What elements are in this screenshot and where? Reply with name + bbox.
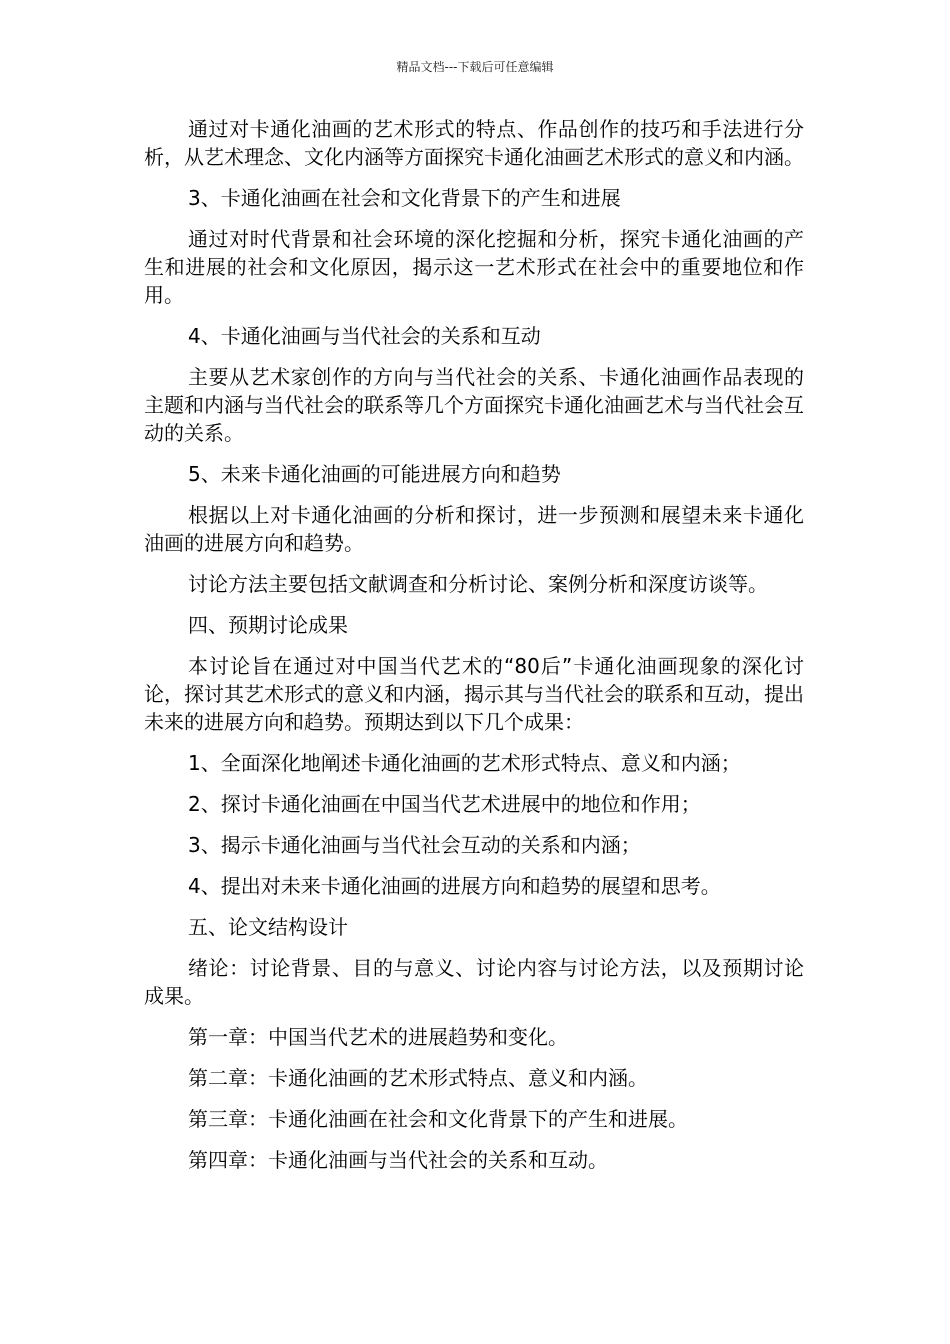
body-paragraph: 主要从艺术家创作的方向与当代社会的关系、卡通化油画作品表现的主题和内涵与当代社会的联系等几个方面探究卡通化油画艺术与当代社会互动的关系。 xyxy=(144,365,804,445)
body-paragraph: 本讨论旨在通过对中国当代艺术的“80后”卡通化油画现象的深化讨论，探讨其艺术形式的意义和内涵，揭示其与当代社会的联系和互动，提出未来的进展方向和趋势。预期达到以下几个成果： xyxy=(144,654,804,734)
section-heading: 五、论文结构设计 xyxy=(188,915,348,939)
body-paragraph: 通过对时代背景和社会环境的深化挖掘和分析，探究卡通化油画的产生和进展的社会和文化原因，揭示这一艺术形式在社会中的重要地位和作用。 xyxy=(144,227,804,307)
section-heading: 四、预期讨论成果 xyxy=(188,613,348,637)
list-item: 2、探讨卡通化油画在中国当代艺术进展中的地位和作用； xyxy=(188,792,701,816)
section-heading: 4、卡通化油画与当代社会的关系和互动 xyxy=(188,324,541,348)
body-paragraph: 根据以上对卡通化油画的分析和探讨，进一步预测和展望未来卡通化油画的进展方向和趋势。 xyxy=(144,503,804,555)
body-paragraph: 绪论：讨论背景、目的与意义、讨论内容与讨论方法，以及预期讨论成果。 xyxy=(144,956,804,1008)
body-paragraph: 讨论方法主要包括文献调查和分析讨论、案例分析和深度访谈等。 xyxy=(188,572,768,596)
list-item: 1、全面深化地阐述卡通化油画的艺术形式特点、意义和内涵； xyxy=(188,751,741,775)
document-body xyxy=(144,115,804,1187)
list-item: 3、揭示卡通化油画与当代社会互动的关系和内涵； xyxy=(188,833,641,857)
page-header: 精品文档---下载后可任意编辑 xyxy=(396,60,554,74)
chapter-item: 第三章：卡通化油画在社会和文化背景下的产生和进展。 xyxy=(188,1107,688,1131)
list-item: 4、提出对未来卡通化油画的进展方向和趋势的展望和思考。 xyxy=(188,874,721,898)
chapter-item: 第二章：卡通化油画的艺术形式特点、意义和内涵。 xyxy=(188,1066,648,1090)
body-paragraph: 通过对卡通化油画的艺术形式的特点、作品创作的技巧和手法进行分析，从艺术理念、文化内涵等方面探究卡通化油画艺术形式的意义和内涵。 xyxy=(144,117,804,169)
chapter-item: 第一章：中国当代艺术的进展趋势和变化。 xyxy=(188,1025,568,1049)
section-heading: 3、卡通化油画在社会和文化背景下的产生和进展 xyxy=(188,186,621,210)
section-heading: 5、未来卡通化油画的可能进展方向和趋势 xyxy=(188,462,561,486)
chapter-item: 第四章：卡通化油画与当代社会的关系和互动。 xyxy=(188,1148,608,1172)
